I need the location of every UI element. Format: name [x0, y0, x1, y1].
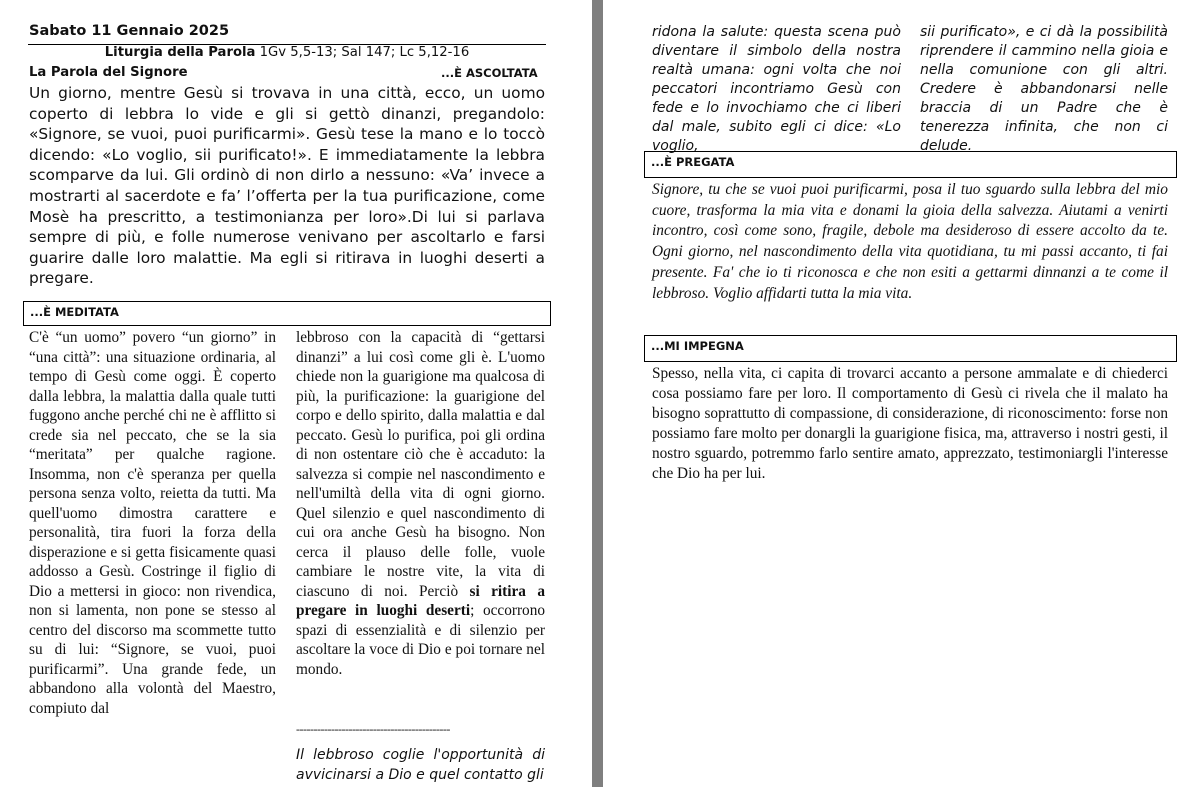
liturgia-line [28, 45, 546, 60]
continuation-column-2: sii purificato», e ci dà la possibilità riprendere il cammino nella gioia e nella comunione con gli altri. Credere è abbandonarsi nelle braccia di un Padre che è tenerezza infinita, che non ci delude. [920, 24, 1168, 154]
meditata-label: ...È MEDITATA [30, 305, 119, 319]
meditata-col2-bold: si ritira a pregare in luoghi deserti [296, 582, 545, 619]
continuation-column-1: ridona la salute: questa scena può diventare il simbolo della nostra realtà umana: ogni volta che noi peccatori incontriamo Gesù con fede e lo invochiamo che ci liberi dal male, subito egli ci dice: «Lo voglio, [652, 24, 901, 154]
prayer-text: Signore, tu che se vuoi puoi purificarmi, posa il tuo sguardo sulla lebbra del mio cuore, trasforma la mia vita e donami la gioia della salvezza. Aiutami a venirti incontro, così come sono, fragile, debole ma desideroso di essere accolto da te. Ogni giorno, nel nascondimento della vita quotidiana, tu mi passi accanto, ti fai presente. Fa' che io ti riconosca e che non esiti a gettarmi dinnanzi a te come il lebbroso. Voglio affidarti tutta la mia vita. [652, 181, 1168, 302]
liturgia-label: Liturgia della Parola [104, 45, 256, 60]
date-heading: Sabato 11 Gennaio 2025 [29, 23, 230, 39]
pregata-section-box [644, 151, 1177, 178]
page-gap [592, 0, 603, 787]
gospel-text: Un giorno, mentre Gesù si trovava in una città, ecco, un uomo coperto di lebbra lo vide e gli si gettò dinanzi, pregandolo: «Signore, se vuoi, puoi purificarmi». Gesù tese la mano e lo toccò dicendo: «Lo voglio, sii purificato!». E immediatamente la lebbra scomparve da lui. Gli ordinò di non dirlo a nessuno: «Va’ invece a mostrarti al sacerdote e fa’ l’offerta per la tua purificazione, come Mosè ha prescritto, a testimonianza per loro».Di lui si parlava sempre di più, e folle numerose venivano per ascoltarlo e farsi guarire dalle loro malattie. Ma egli si ritirava in luoghi deserti a pregare. [29, 84, 545, 288]
ascoltata-label: ...È ASCOLTATA [441, 66, 538, 80]
right-page [603, 0, 1191, 787]
liturgia-refs: 1Gv 5,5-13; Sal 147; Lc 5,12-16 [259, 45, 470, 60]
pregata-label: ...È PREGATA [651, 155, 735, 169]
meditata-col2-text-a: lebbroso con la capacità di “gettarsi dinanzi” a lui così come gli è. L'uomo chiede non la guarigione ma qualcosa di più, la purificazione: la guarigione del corpo e dello spirito, dalla malattia e dal peccato. Gesù lo purifica, poi gli ordina di non ostentare ciò che è accaduto: la salvezza si compie nel nascondimento e nell'umiltà della vita di ogni giorno. Quel silenzio e quel nascondimento di cui ora anche Gesù ha bisogno. Non cerca il plauso delle folle, vuole cambiare le nostre vite, la vita di ciascuno di noi. Perciò [296, 329, 545, 600]
meditata-column-2 [296, 328, 545, 679]
impegna-label: ...MI IMPEGNA [651, 339, 744, 353]
meditata-section-box [23, 301, 551, 326]
parola-heading: La Parola del Signore [29, 65, 188, 80]
separator-dashes: -------------------------------------------- [296, 722, 450, 736]
left-page [0, 0, 592, 787]
lebbroso-note: Il lebbroso coglie l'opportunità di avvicinarsi a Dio e quel contatto gli [296, 747, 545, 783]
meditata-col2-text-b: ; occorrono spazi di essenzialità e di silenzio per ascoltare la voce di Dio e poi tornare nel mondo. [296, 602, 545, 678]
impegna-section-box [644, 335, 1177, 362]
impegna-text: Spesso, nella vita, ci capita di trovarci accanto a persone ammalate e di chiederci cosa possiamo fare per loro. Il comportamento di Gesù ci rivela che il malato ha bisogno soprattutto di compassione, di considerazione, di riconoscimento: forse non possiamo fare molto per donargli la guarigione fisica, ma, attraverso i nostri gesti, il nostro sguardo, potremmo farlo sentire amato, apprezzato, testimoniargli l'interesse che Dio ha per lui. [652, 365, 1168, 482]
meditata-column-1: C'è “un uomo” povero “un giorno” in “una città”: una situazione ordinaria, al tempo di Gesù come oggi. È coperto dalla lebbra, la malattia dalla quale tutti fuggono anche perché chi ne è afflitto si crede sia nel peccato, che se la sia “meritata” per qualche ragione. Insomma, non c'è speranza per quella persona senza volto, reietta da tutti. Ma quell'uomo dimostra carattere e personalità, tira fuori la forza della disperazione e si getta fisicamente quasi addosso a Gesù. Costringe il figlio di Dio a mettersi in gioco: non rivendica, non si lamenta, non pone se stesso al centro del discorso ma scommette tutto su di lui: “Signore, se vuoi, puoi purificarmi”. Una grande fede, un abbandono alla volontà del Maestro, compiuto dal [29, 329, 276, 717]
